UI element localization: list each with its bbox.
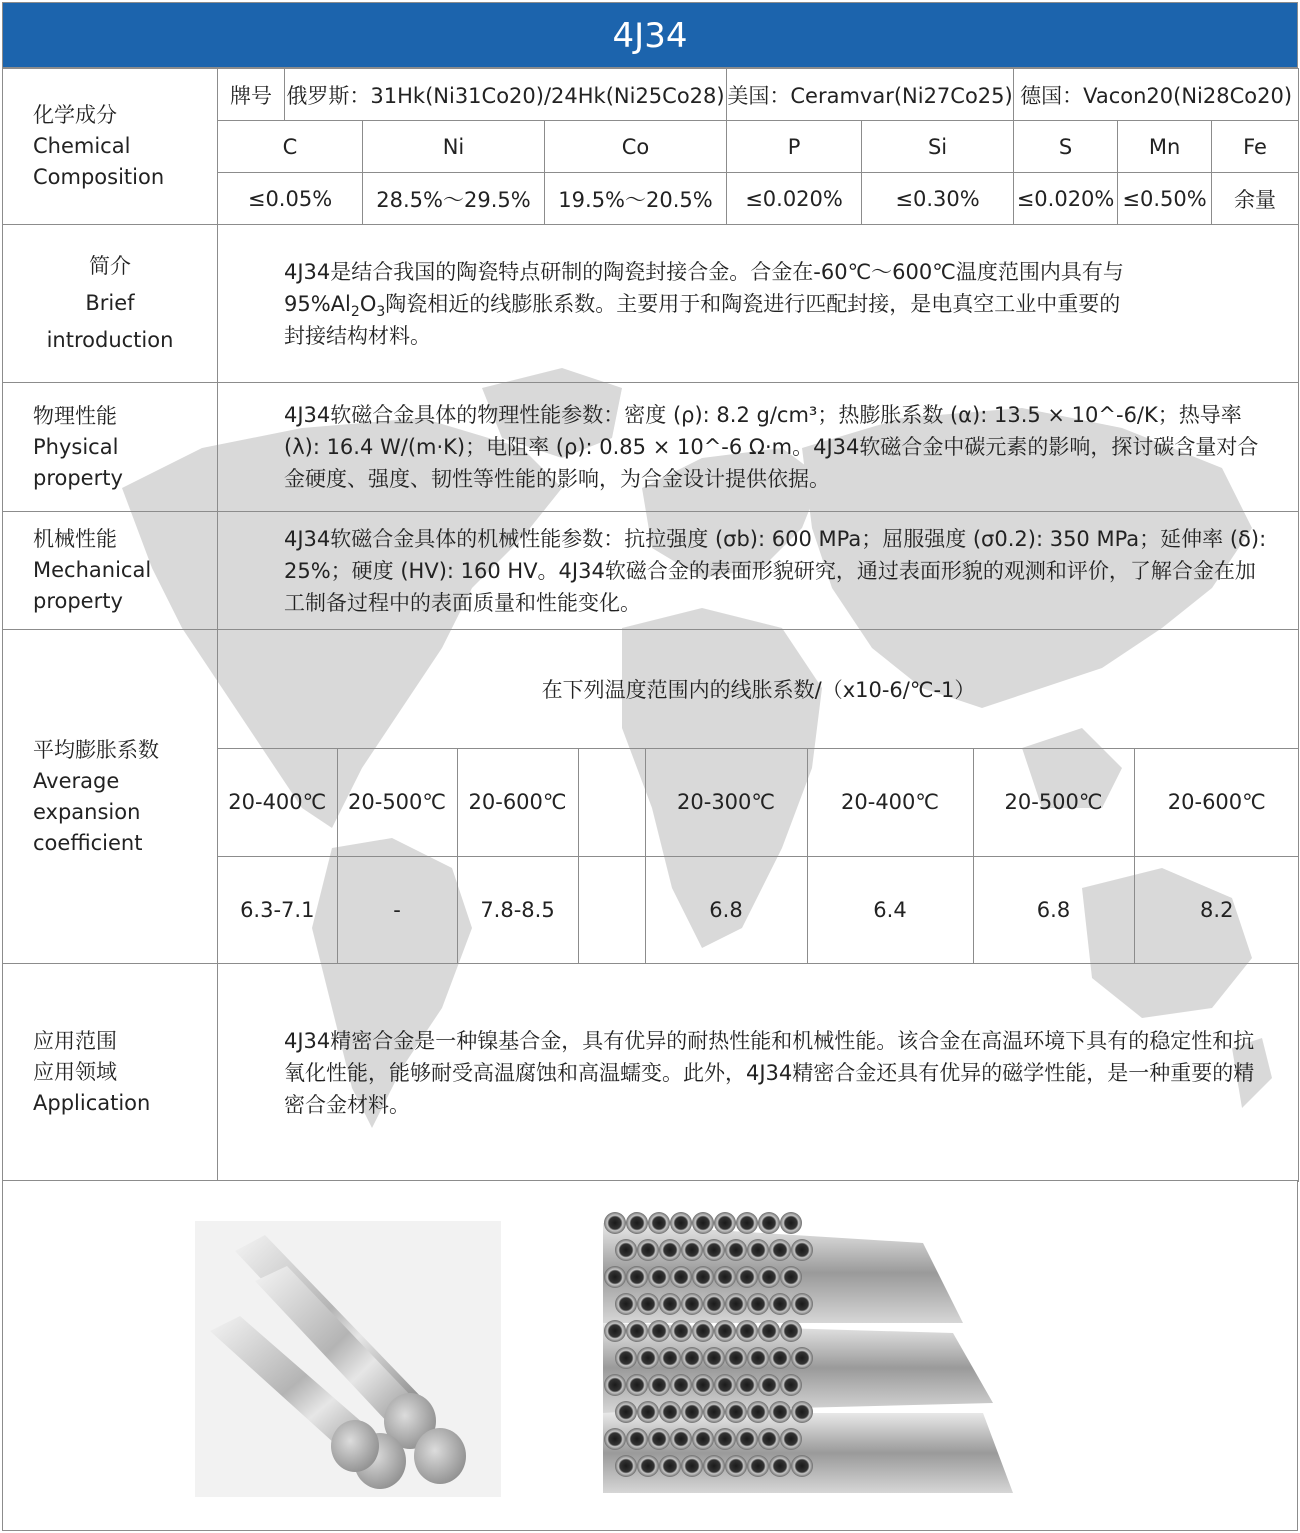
pipe-end [615,1455,637,1477]
expansion-label-en-3: coefficient [33,830,143,855]
pipe-end [648,1212,670,1234]
pipe-end [780,1428,802,1450]
physical-label-zh: 物理性能 [33,403,117,428]
brief-label [3,225,218,383]
pipe-end [670,1266,692,1288]
pipe-end [747,1455,769,1477]
physical-label-en-1: Physical [33,434,119,459]
element-p: P [727,121,862,173]
application-label-zh-2: 应用领域 [33,1060,117,1084]
brief-label-en-2: introduction [46,328,174,352]
brief-label-zh: 简介 [89,254,131,278]
range-6: 20-400℃ [807,748,973,856]
pipe-end [703,1401,725,1423]
brief-line-2-c: 陶瓷相近的线膨胀系数。主要用于和陶瓷进行匹配封接，是电真空工业中重要的 [385,291,1121,316]
brief-line-2-a: 95%Al [284,291,351,316]
pipe-end [670,1428,692,1450]
pipe-end [758,1428,780,1450]
expansion-label-en-1: Average [33,768,120,793]
spec-table [2,68,1299,1182]
chemical-label [3,69,218,225]
brief-line-1: 4J34是结合我国的陶瓷特点研制的陶瓷封接合金。合金在-60℃～600℃温度范围内具有与 [284,259,1124,284]
mechanical-label [3,512,218,630]
pipe-end [604,1320,626,1342]
pipe-end [747,1401,769,1423]
value-p: ≤0.020% [727,173,862,225]
pipe-end [626,1320,648,1342]
physical-text: 4J34软磁合金具体的物理性能参数：密度 (ρ): 8.2 g/cm³；热膨胀系数 (α): 13.5 × 10^-6/K；热导率 (λ): 16.4 W/(m·K)；电阻率 (ρ): 0.85 × 10^-6 Ω·m。4J34软磁合金中碳元素的影响，探讨碳含量对合金硬度、强度、韧性等性能的影响，为合金设计提供依据。 [218,383,1299,512]
chemical-label-en-2: Composition [33,165,165,189]
title-bar: 4J34 [2,2,1298,68]
pipe-end [725,1239,747,1261]
pipe-end [714,1212,736,1234]
brief-line-3: 封接结构材料。 [284,323,431,348]
mechanical-label-en-2: property [33,589,123,613]
pipe-end [615,1293,637,1315]
pipe-end [615,1239,637,1261]
coef-4 [578,856,645,963]
pipe-end [626,1266,648,1288]
grade-germany: 德国：Vacon20(Ni28Co20) [1014,69,1299,121]
value-fe: 余量 [1212,173,1299,225]
pipe-end [670,1374,692,1396]
pipe-end [604,1212,626,1234]
pipe-end [681,1455,703,1477]
grade-russia: 俄罗斯：31Hk(Ni31Co20)/24Hk(Ni25Co28) [285,69,727,121]
pipe-end [681,1347,703,1369]
value-mn: ≤0.50% [1118,173,1212,225]
coef-6: 6.4 [807,856,973,963]
pipe-end [725,1455,747,1477]
element-c: C [218,121,363,173]
pipe-end [615,1401,637,1423]
pipe-end [659,1347,681,1369]
pipe-end [637,1239,659,1261]
pipe-end [692,1374,714,1396]
pipe-end [758,1212,780,1234]
coef-1: 6.3-7.1 [218,856,337,963]
brief-line-2-b: O [359,291,377,316]
product-photos [2,1180,1298,1531]
pipe-end [604,1428,626,1450]
pipe-end [659,1239,681,1261]
range-1: 20-400℃ [218,748,337,856]
pipe-end [659,1455,681,1477]
element-co: Co [545,121,727,173]
element-fe: Fe [1212,121,1299,173]
pipe-end [725,1401,747,1423]
pipe-end [769,1293,791,1315]
pipe-end [703,1347,725,1369]
pipe-end [692,1320,714,1342]
coef-2: - [337,856,457,963]
pipe-end [648,1320,670,1342]
pipe-end [659,1401,681,1423]
pipe-end [747,1293,769,1315]
pipe-end [791,1239,813,1261]
pipe-end [692,1266,714,1288]
pipe-end [714,1428,736,1450]
mechanical-label-en-1: Mechanical [33,558,152,582]
expansion-table [218,630,1299,963]
pipe-end [648,1266,670,1288]
pipe-end [780,1320,802,1342]
pipe-end [615,1347,637,1369]
pipe-end [780,1266,802,1288]
pipe-end [747,1239,769,1261]
coef-7: 6.8 [973,856,1134,963]
physical-label [3,383,218,512]
pipe-end [769,1347,791,1369]
pipe-end [681,1401,703,1423]
pipe-end [725,1293,747,1315]
application-label-zh-1: 应用范围 [33,1029,117,1053]
pipe-end [791,1401,813,1423]
mechanical-label-zh: 机械性能 [33,527,117,551]
pipe-end [703,1293,725,1315]
coef-5: 6.8 [645,856,807,963]
pipe-end [604,1374,626,1396]
element-s: S [1014,121,1118,173]
brief-sub-3: 3 [376,303,386,320]
expansion-table-cell [218,630,1299,964]
expansion-label-zh: 平均膨胀系数 [33,737,159,762]
brief-line-2 [284,288,1268,320]
element-si: Si [862,121,1014,173]
pipe-end [725,1347,747,1369]
pipe-end [714,1374,736,1396]
grade-usa: 美国：Ceramvar(Ni27Co25) [727,69,1014,121]
pipe-end [736,1320,758,1342]
mechanical-text: 4J34软磁合金具体的机械性能参数：抗拉强度 (σb): 600 MPa；屈服强度 (σ0.2): 350 MPa；延伸率 (δ): 25%；硬度 (HV): 160 HV。4J34软磁合金的表面形貌研究，通过表面形貌的观测和评价，了解合金在加工制备过程中的表面质量和性能变化。 [218,512,1299,630]
pipe-end [791,1455,813,1477]
value-s: ≤0.020% [1014,173,1118,225]
pipe-end [769,1239,791,1261]
application-text: 4J34精密合金是一种镍基合金，具有优异的耐热性能和机械性能。该合金在高温环境下具有的稳定性和抗氧化性能，能够耐受高温腐蚀和高温蠕变。此外，4J34精密合金还具有优异的磁学性能，是一种重要的精密合金材料。 [218,964,1299,1182]
application-label-en: Application [33,1091,151,1115]
pipe-end [758,1266,780,1288]
element-ni: Ni [363,121,545,173]
pipe-end [681,1293,703,1315]
coef-3: 7.8-8.5 [457,856,578,963]
value-ni: 28.5%～29.5% [363,173,545,225]
pipe-end [780,1212,802,1234]
pipe-end [637,1347,659,1369]
pipe-end [670,1320,692,1342]
pipe-end [692,1428,714,1450]
pipe-end [769,1455,791,1477]
pipe-end [736,1212,758,1234]
pipe-end [648,1374,670,1396]
pipe-end [626,1212,648,1234]
brief-label-en-1: Brief [85,291,135,315]
range-4 [578,748,645,856]
expansion-header: 在下列温度范围内的线胀系数/（x10-6/℃-1） [218,630,1299,748]
expansion-label [3,630,218,964]
pipe-end [791,1347,813,1369]
coef-8: 8.2 [1134,856,1299,963]
pipe-end [637,1455,659,1477]
pipe-end [626,1374,648,1396]
physical-label-en-2: property [33,465,123,490]
application-label [3,964,218,1182]
pipe-end [736,1374,758,1396]
brief-sub-2: 2 [350,303,360,320]
pipe-end [692,1212,714,1234]
pipe-end [703,1239,725,1261]
range-5: 20-300℃ [645,748,807,856]
range-2: 20-500℃ [337,748,457,856]
pipe-end [637,1401,659,1423]
pipe-end [681,1239,703,1261]
pipe-end [758,1320,780,1342]
pipe-end [670,1212,692,1234]
pipe-end [736,1266,758,1288]
pipe-end [626,1428,648,1450]
value-si: ≤0.30% [862,173,1014,225]
pipe-end [648,1428,670,1450]
pipe-end [714,1266,736,1288]
element-mn: Mn [1118,121,1212,173]
pipe-end [703,1455,725,1477]
pipe-end [637,1293,659,1315]
grade-label: 牌号 [218,69,285,121]
value-c: ≤0.05% [218,173,363,225]
round-bars-image [195,1221,501,1497]
pipe-end [736,1428,758,1450]
chemical-label-en-1: Chemical [33,134,131,158]
expansion-label-en-2: expansion [33,799,141,824]
chemical-label-zh: 化学成分 [33,103,117,127]
pipe-end [758,1374,780,1396]
range-3: 20-600℃ [457,748,578,856]
pipe-end [747,1347,769,1369]
pipe-end [791,1293,813,1315]
brief-text [218,225,1299,383]
range-7: 20-500℃ [973,748,1134,856]
pipes-stack-image [603,1203,1023,1503]
pipe-end [769,1401,791,1423]
range-8: 20-600℃ [1134,748,1299,856]
pipe-end [659,1293,681,1315]
pipe-end [780,1374,802,1396]
value-co: 19.5%～20.5% [545,173,727,225]
pipe-end [604,1266,626,1288]
pipe-end [714,1320,736,1342]
